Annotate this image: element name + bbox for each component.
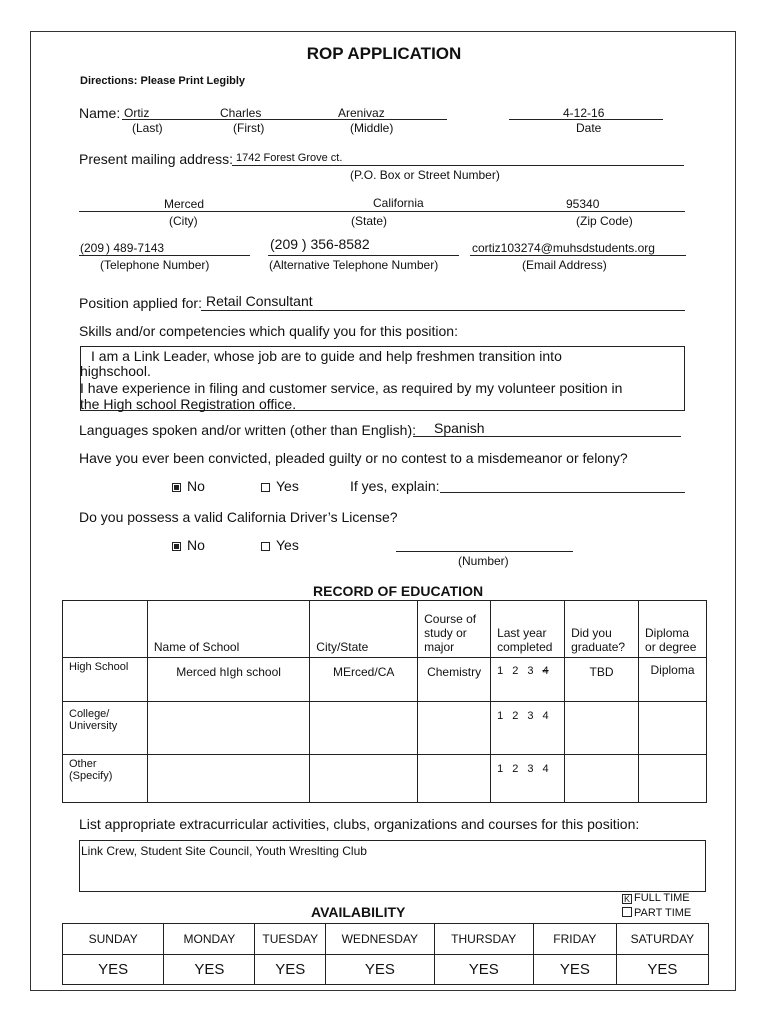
languages-line	[413, 436, 681, 437]
diploma-cell[interactable]	[639, 702, 707, 755]
avail-thursday[interactable]: YES	[434, 955, 533, 985]
day-tuesday: TUESDAY	[255, 924, 326, 955]
header-school: Name of School	[147, 601, 309, 658]
date-caption: Date	[576, 121, 602, 135]
availability-heading: AVAILABILITY	[311, 904, 406, 920]
row-type: Other (Specify)	[63, 755, 148, 803]
email-value[interactable]: cortiz103274@muhsdstudents.org	[472, 241, 655, 255]
graduate-cell[interactable]	[565, 702, 639, 755]
position-line	[201, 310, 685, 311]
email-line	[470, 255, 686, 256]
availability-days-row	[63, 924, 709, 955]
year-cell[interactable]: 1 2 3 4	[491, 658, 565, 702]
header-diploma: Diploma or degree	[639, 601, 707, 658]
skills-line-3: I have experience in filing and customer service, as required by my volunteer position in	[80, 380, 623, 396]
skills-line-4: the High school Registration office.	[80, 396, 297, 412]
phone-caption: (Telephone Number)	[100, 258, 210, 272]
part-time-option[interactable]: PART TIME	[622, 907, 691, 919]
zip-caption: (Zip Code)	[576, 214, 633, 228]
graduate-cell[interactable]	[565, 755, 639, 803]
diploma-cell[interactable]	[639, 755, 707, 803]
year-cell[interactable]: 1 2 3 4	[491, 755, 565, 803]
row-type: College/ University	[63, 702, 148, 755]
avail-sunday[interactable]: YES	[63, 955, 164, 985]
last-caption: (Last)	[132, 121, 163, 135]
state-value[interactable]: California	[373, 196, 424, 210]
city-state-zip-line	[79, 211, 685, 212]
skills-line-2: highschool.	[80, 363, 151, 379]
city-value[interactable]: Merced	[164, 197, 205, 211]
table-row	[63, 658, 707, 702]
avail-tuesday[interactable]: YES	[255, 955, 326, 985]
diploma-cell[interactable]: Diploma	[639, 658, 707, 702]
school-cell[interactable]: Merced hIgh school	[147, 658, 309, 702]
license-yes-option[interactable]: Yes	[261, 537, 299, 553]
street-caption: (P.O. Box or Street Number)	[350, 168, 500, 182]
school-cell[interactable]	[147, 755, 309, 803]
avail-friday[interactable]: YES	[533, 955, 616, 985]
education-table	[62, 600, 707, 803]
state-caption: (State)	[351, 214, 388, 228]
languages-label: Languages spoken and/or written (other than English):	[79, 422, 416, 438]
activities-value: Link Crew, Student Site Council, Youth Wreslting Club	[81, 844, 367, 858]
license-no-option[interactable]: No	[172, 537, 205, 553]
license-number-line[interactable]	[396, 551, 573, 552]
name-label: Name:	[79, 105, 121, 121]
course-cell[interactable]: Chemistry	[418, 658, 491, 702]
middle-caption: (Middle)	[350, 121, 394, 135]
full-time-option[interactable]: K FULL TIME	[623, 892, 690, 904]
day-wednesday: WEDNESDAY	[326, 924, 435, 955]
alt-phone-value[interactable]: (209 ) 356-8582	[270, 236, 370, 252]
phone-value[interactable]: (209 ) 489-7143	[80, 241, 165, 255]
position-label: Position applied for:	[79, 295, 202, 311]
education-heading: RECORD OF EDUCATION	[313, 583, 484, 599]
explain-label: If yes, explain:	[350, 478, 440, 494]
header-graduate: Did you graduate?	[565, 601, 639, 658]
languages-value[interactable]: Spanish	[434, 420, 485, 436]
convicted-yes-option[interactable]: Yes	[261, 478, 299, 494]
form-title: ROP APPLICATION	[306, 44, 462, 63]
header-course: Course of study or major	[418, 601, 491, 658]
day-sunday: SUNDAY	[63, 924, 164, 955]
table-row	[63, 755, 707, 803]
availability-values-row	[63, 955, 709, 985]
checkbox-checked-icon[interactable]	[172, 483, 181, 492]
city-cell[interactable]	[310, 755, 418, 803]
name-line	[122, 119, 447, 120]
course-cell[interactable]	[418, 755, 491, 803]
street-value[interactable]: 1742 Forest Grove ct.	[236, 152, 343, 164]
address-line	[232, 165, 684, 166]
header-city: City/State	[310, 601, 418, 658]
address-label: Present mailing address:	[79, 151, 234, 167]
checkbox-empty-icon[interactable]	[622, 907, 632, 917]
avail-saturday[interactable]: YES	[616, 955, 708, 985]
city-cell[interactable]	[310, 702, 418, 755]
checkbox-checked-icon[interactable]	[172, 542, 181, 551]
position-value[interactable]: Retail Consultant	[206, 293, 313, 309]
last-name-value[interactable]: Ortiz	[124, 106, 150, 120]
day-saturday: SATURDAY	[616, 924, 708, 955]
middle-name-value[interactable]: Arenivaz	[338, 106, 385, 120]
checkbox-marked-icon[interactable]: K	[623, 894, 630, 904]
checkbox-empty-icon[interactable]	[261, 483, 270, 492]
day-friday: FRIDAY	[533, 924, 616, 955]
skills-label: Skills and/or competencies which qualify you for this position:	[79, 323, 458, 339]
skills-line-1: I am a Link Leader, whose job are to guide and help freshmen transition into	[91, 348, 562, 364]
phone-line	[79, 255, 250, 256]
graduate-cell[interactable]: TBD	[565, 658, 639, 702]
convicted-no-option[interactable]: No	[172, 478, 205, 494]
availability-table	[62, 923, 709, 985]
first-name-value[interactable]: Charles	[220, 106, 262, 120]
email-caption: (Email Address)	[522, 258, 607, 272]
activities-label: List appropriate extracurricular activities, clubs, organizations and courses for this position:	[79, 816, 640, 832]
convicted-question: Have you ever been convicted, pleaded guilty or no contest to a misdemeanor or felony?	[79, 450, 628, 466]
license-number-caption: (Number)	[458, 554, 509, 568]
table-row	[63, 702, 707, 755]
city-cell[interactable]: MErced/CA	[310, 658, 418, 702]
checkbox-empty-icon[interactable]	[261, 542, 270, 551]
day-thursday: THURSDAY	[434, 924, 533, 955]
first-caption: (First)	[233, 121, 265, 135]
row-type: High School	[63, 658, 148, 702]
education-header-blank	[63, 601, 148, 658]
avail-monday[interactable]: YES	[164, 955, 255, 985]
school-cell[interactable]	[147, 702, 309, 755]
header-last-year: Last year completed	[491, 601, 565, 658]
alt-phone-caption: (Alternative Telephone Number)	[269, 258, 439, 272]
date-value[interactable]: 4-12-16	[563, 106, 605, 120]
course-cell[interactable]	[418, 702, 491, 755]
city-caption: (City)	[169, 214, 198, 228]
zip-value[interactable]: 95340	[566, 197, 600, 211]
day-monday: MONDAY	[164, 924, 255, 955]
license-question: Do you possess a valid California Driver’s License?	[79, 509, 398, 525]
education-header-row	[63, 601, 707, 658]
alt-phone-line	[268, 255, 459, 256]
explain-line[interactable]	[440, 492, 685, 493]
avail-wednesday[interactable]: YES	[326, 955, 435, 985]
directions: Directions: Please Print Legibly	[80, 75, 246, 87]
year-cell[interactable]: 1 2 3 4	[491, 702, 565, 755]
